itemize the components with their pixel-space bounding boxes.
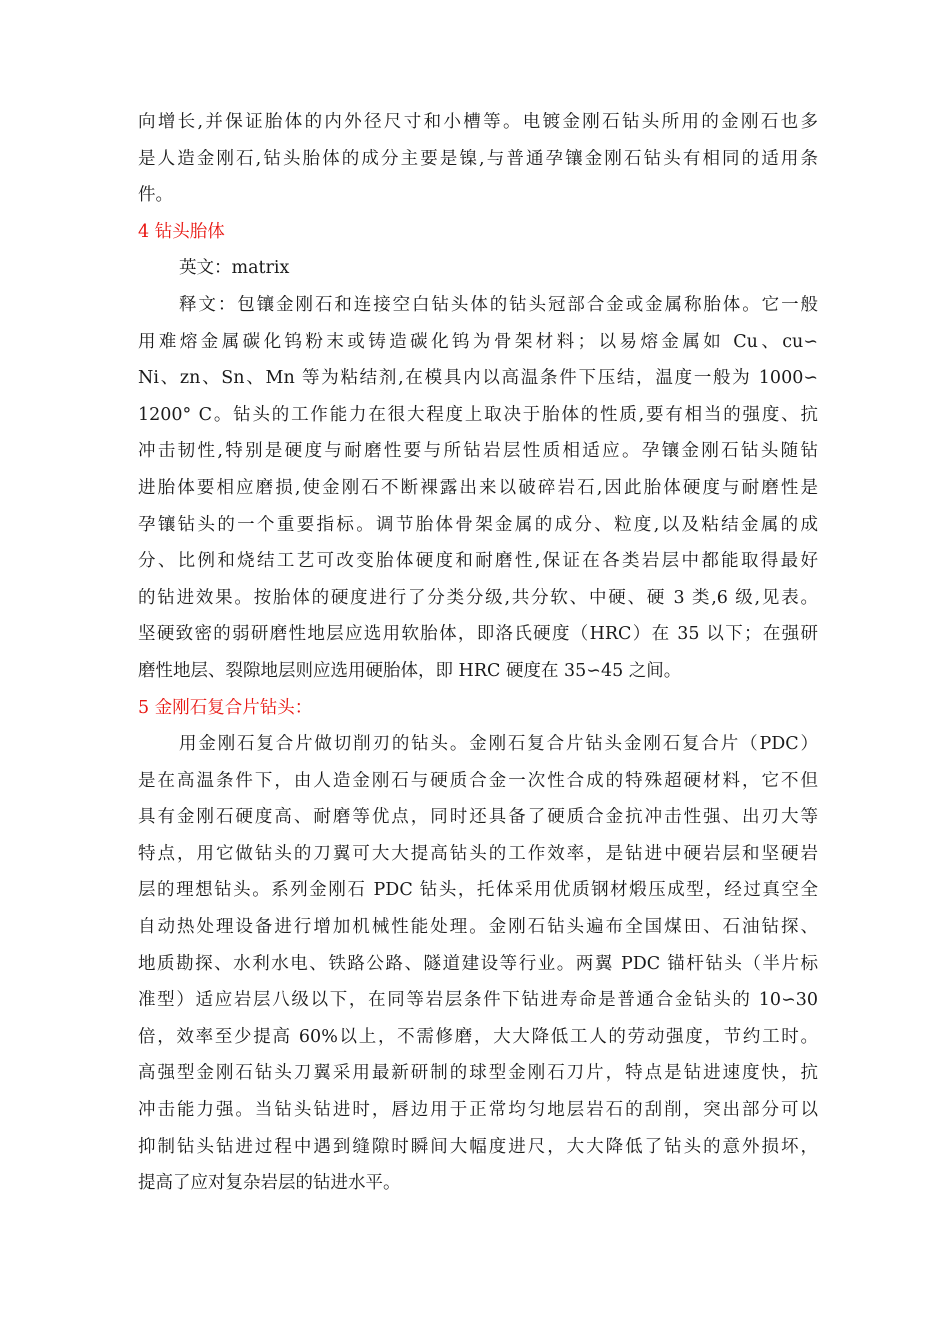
body-text-line: 是人造金刚石,钻头胎体的成分主要是镍,与普通孕镶金刚石钻头有相同的适用条	[138, 148, 818, 169]
body-text-line: 抑制钻头钻进过程中遇到缝隙时瞬间大幅度进尺，大大降低了钻头的意外损坏，	[138, 1136, 818, 1157]
body-text-line: 用难熔金属碳化钨粉末或铸造碳化钨为骨架材料；以易熔金属如 Cu、cu∽	[138, 331, 818, 352]
body-text-line: Ni、zn、Sn、Mn 等为粘结剂,在模具内以高温条件下压结，温度一般为 1000∽	[138, 368, 818, 389]
body-text-line: 向增长,并保证胎体的内外径尺寸和小槽等。电镀金刚石钻头所用的金刚石也多	[138, 112, 818, 132]
body-text-line: 孕镶钻头的一个重要指标。调节胎体骨架金属的成分、粒度,以及粘结金属的成	[138, 514, 818, 535]
body-text-line: 1200° C。钻头的工作能力在很大程度上取决于胎体的性质,要有相当的强度、抗	[138, 404, 818, 425]
body-text-line: 坚硬致密的弱研磨性地层应选用软胎体，即洛氏硬度（HRC）在 35 以下；在强研	[138, 624, 818, 645]
body-text-line: 提高了应对复杂岩层的钻进水平。	[138, 1173, 401, 1194]
section-heading: 4 钻头胎体	[138, 221, 225, 242]
body-text-line: 冲击能力强。当钻头钻进时，唇边用于正常均匀地层岩石的刮削，突出部分可以	[138, 1100, 818, 1121]
body-text-line: 是在高温条件下，由人造金刚石与硬质合金一次性合成的特殊超硬材料，它不但	[138, 770, 818, 791]
section-heading: 5 金刚石复合片钻头：	[138, 697, 313, 718]
body-text-line: 件。	[138, 185, 173, 206]
body-text-line: 准型）适应岩层八级以下，在同等岩层条件下钻进寿命是普通合金钻头的 10∽30	[138, 990, 818, 1011]
body-text-line: 磨性地层、裂隙地层则应选用硬胎体，即 HRC 硬度在 35∽45 之间。	[138, 660, 682, 681]
body-text-line: 冲击韧性,特别是硬度与耐磨性要与所钻岩层性质相适应。孕镶金刚石钻头随钻	[138, 441, 818, 462]
body-text-line: 分、比例和烧结工艺可改变胎体硬度和耐磨性,保证在各类岩层中都能取得最好	[138, 551, 818, 572]
body-text-line: 用金刚石复合片做切削刃的钻头。金刚石复合片钻头金刚石复合片（PDC）	[179, 734, 818, 755]
body-text-line: 地质勘探、水利水电、铁路公路、隧道建设等行业。两翼 PDC 锚杆钻头（半片标	[138, 953, 818, 974]
document-page	[138, 104, 818, 1202]
body-text-line: 的钻进效果。按胎体的硬度进行了分类分级,共分软、中硬、硬 3 类,6 级,见表。	[138, 587, 818, 608]
body-text-line: 释文：包镶金刚石和连接空白钻头体的钻头冠部合金或金属称胎体。它一般	[179, 294, 818, 315]
body-text-line: 自动热处理设备进行增加机械性能处理。金刚石钻头遍布全国煤田、石油钻探、	[138, 917, 818, 938]
body-text-line: 进胎体要相应磨损,使金刚石不断裸露出来以破碎岩石,因此胎体硬度与耐磨性是	[138, 477, 818, 498]
body-text-line: 特点，用它做钻头的刀翼可大大提高钻头的工作效率，是钻进中硬岩层和坚硬岩	[138, 843, 818, 864]
body-text-line: 倍，效率至少提高 60%以上，不需修磨，大大降低工人的劳动强度，节约工时。	[138, 1026, 818, 1047]
english-term-line: 英文：matrix	[179, 258, 290, 279]
body-text-line: 层的理想钻头。系列金刚石 PDC 钻头，托体采用优质钢材煅压成型，经过真空全	[138, 880, 818, 901]
body-text-line: 高强型金刚石钻头刀翼采用最新研制的球型金刚石刀片，特点是钻进速度快，抗	[138, 1063, 818, 1084]
body-text-line: 具有金刚石硬度高、耐磨等优点，同时还具备了硬质合金抗冲击性强、出刃大等	[138, 807, 818, 828]
